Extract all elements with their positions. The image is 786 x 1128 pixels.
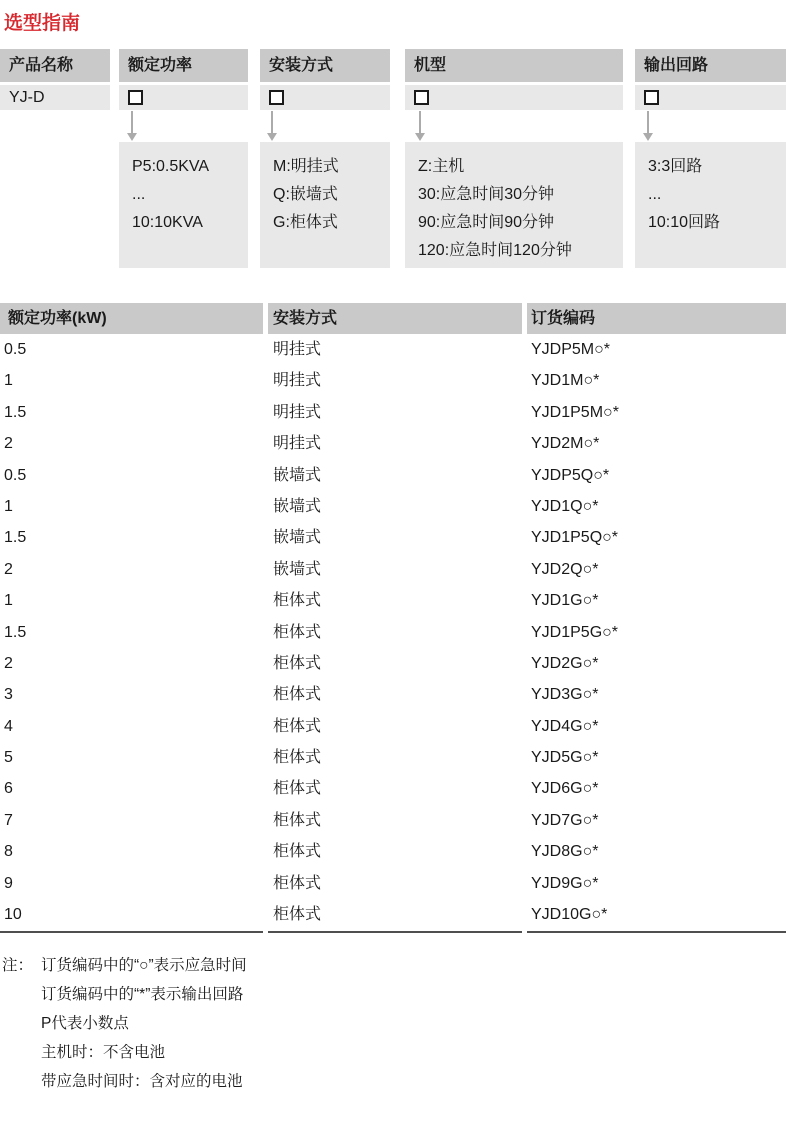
legend-line: ... <box>132 186 146 203</box>
table-row <box>0 836 786 867</box>
mount-type-cell: 柜体式 <box>273 843 322 861</box>
legend-line: G:柜体式 <box>273 214 338 231</box>
table-row <box>0 899 786 930</box>
mount-type-legend-box <box>260 142 390 268</box>
down-arrow-icon <box>131 111 133 134</box>
mount-type-cell: 柜体式 <box>273 717 322 735</box>
diagram-header-rated-power: 额定功率 <box>119 49 248 82</box>
rated-power-cell: 1 <box>4 372 13 390</box>
order-code-cell: YJD1P5Q○* <box>531 529 619 547</box>
order-code-cell: YJD1G○* <box>531 592 599 610</box>
legend-line: 10:10回路 <box>648 214 721 231</box>
table-row <box>0 554 786 585</box>
down-arrow-icon <box>415 133 425 141</box>
table-row <box>0 522 786 553</box>
mount-type-slot <box>260 85 390 110</box>
order-code-cell: YJD1M○* <box>531 372 600 390</box>
order-code-cell: YJD7G○* <box>531 811 599 829</box>
output-circuits-legend-box <box>635 142 786 268</box>
mount-type-cell: 柜体式 <box>273 906 322 924</box>
table-bottom-border <box>268 931 522 933</box>
diagram-header-output-circuits: 输出回路 <box>635 49 786 82</box>
rated-power-cell: 0.5 <box>4 466 27 484</box>
table-row <box>0 711 786 742</box>
mount-type-cell: 明挂式 <box>273 372 322 390</box>
table-row <box>0 460 786 491</box>
order-code-cell: YJD1P5M○* <box>531 403 619 421</box>
mount-type-cell: 嵌墙式 <box>273 529 322 547</box>
order-code-cell: YJD4G○* <box>531 717 599 735</box>
legend-line: 120:应急时间120分钟 <box>418 242 572 259</box>
diagram-header-product-name: 产品名称 <box>0 49 110 82</box>
footnote-line: 带应急时间时：含对应的电池 <box>41 1073 243 1090</box>
output-circuits-checkbox-placeholder <box>644 90 659 105</box>
rated-power-cell: 3 <box>4 686 13 704</box>
down-arrow-icon <box>643 133 653 141</box>
model-type-checkbox-placeholder <box>414 90 429 105</box>
order-code-cell: YJD9G○* <box>531 874 599 892</box>
down-arrow-icon <box>271 111 273 134</box>
table-row <box>0 491 786 522</box>
model-type-slot <box>405 85 623 110</box>
down-arrow-icon <box>419 111 421 134</box>
order-code-cell: YJD1P5G○* <box>531 623 619 641</box>
rated-power-cell: 1 <box>4 497 13 515</box>
legend-line: 30:应急时间30分钟 <box>418 186 555 203</box>
legend-line: ... <box>648 186 662 203</box>
order-code-cell: YJDP5Q○* <box>531 466 610 484</box>
mount-type-cell: 明挂式 <box>273 435 322 453</box>
product-name-value: YJ-D <box>0 85 110 110</box>
order-code-cell: YJD3G○* <box>531 686 599 704</box>
diagram-header-mount-type: 安装方式 <box>260 49 390 82</box>
footnotes <box>2 951 702 1096</box>
model-type-legend-box <box>405 142 623 268</box>
table-row <box>0 365 786 396</box>
legend-line: 90:应急时间90分钟 <box>418 214 555 231</box>
footnote-line: 主机时：不含电池 <box>41 1044 166 1061</box>
rated-power-checkbox-placeholder <box>128 90 143 105</box>
order-code-cell: YJD2G○* <box>531 654 599 672</box>
order-code-cell: YJD2M○* <box>531 435 600 453</box>
order-code-cell: YJD10G○* <box>531 906 608 924</box>
table-header-mount-type: 安装方式 <box>268 303 522 334</box>
rated-power-cell: 6 <box>4 780 13 798</box>
table-row <box>0 773 786 804</box>
rated-power-cell: 5 <box>4 749 13 767</box>
table-row <box>0 679 786 710</box>
table-row <box>0 742 786 773</box>
footnote-line: P代表小数点 <box>41 1015 129 1032</box>
legend-line: M:明挂式 <box>273 158 339 175</box>
rated-power-cell: 2 <box>4 560 13 578</box>
table-row <box>0 428 786 459</box>
rated-power-cell: 10 <box>4 906 22 924</box>
rated-power-cell: 0.5 <box>4 341 27 358</box>
order-table-body <box>0 334 786 930</box>
table-header-rated-power: 额定功率(kW) <box>0 303 263 334</box>
mount-type-cell: 柜体式 <box>273 654 322 672</box>
mount-type-cell: 明挂式 <box>273 341 322 358</box>
mount-type-cell: 嵌墙式 <box>273 560 322 578</box>
output-circuits-slot <box>635 85 786 110</box>
table-row <box>0 585 786 616</box>
table-row <box>0 334 786 365</box>
legend-line: Q:嵌墙式 <box>273 186 338 203</box>
table-row <box>0 805 786 836</box>
table-row <box>0 868 786 899</box>
rated-power-cell: 1.5 <box>4 529 27 547</box>
legend-line: 10:10KVA <box>132 214 203 231</box>
footnote-line: 订货编码中的“○”表示应急时间 <box>41 957 247 974</box>
order-code-cell: YJD2Q○* <box>531 560 599 578</box>
rated-power-cell: 8 <box>4 843 13 861</box>
mount-type-cell: 柜体式 <box>273 686 322 704</box>
rated-power-cell: 2 <box>4 654 13 672</box>
down-arrow-icon <box>267 133 277 141</box>
page-title: 选型指南 <box>4 13 81 34</box>
rated-power-cell: 9 <box>4 874 13 892</box>
rated-power-cell: 4 <box>4 717 13 735</box>
mount-type-cell: 柜体式 <box>273 874 322 892</box>
table-row <box>0 397 786 428</box>
order-code-cell: YJDP5M○* <box>531 341 611 358</box>
down-arrow-icon <box>127 133 137 141</box>
rated-power-cell: 2 <box>4 435 13 453</box>
table-row <box>0 648 786 679</box>
rated-power-cell: 1.5 <box>4 623 27 641</box>
order-code-cell: YJD1Q○* <box>531 497 599 515</box>
legend-line: 3:3回路 <box>648 158 703 175</box>
legend-line: P5:0.5KVA <box>132 158 210 175</box>
rated-power-cell: 1 <box>4 592 13 610</box>
diagram-header-model-type: 机型 <box>405 49 623 82</box>
order-code-cell: YJD6G○* <box>531 780 599 798</box>
order-code-cell: YJD5G○* <box>531 749 599 767</box>
mount-type-cell: 柜体式 <box>273 811 322 829</box>
table-row <box>0 617 786 648</box>
rated-power-slot <box>119 85 248 110</box>
footnote-line: 订货编码中的“*”表示输出回路 <box>41 986 244 1003</box>
mount-type-checkbox-placeholder <box>269 90 284 105</box>
mount-type-cell: 嵌墙式 <box>273 497 322 515</box>
down-arrow-icon <box>647 111 649 134</box>
mount-type-cell: 柜体式 <box>273 780 322 798</box>
mount-type-cell: 嵌墙式 <box>273 466 322 484</box>
footnote-lines <box>2 951 702 1096</box>
mount-type-cell: 明挂式 <box>273 403 322 421</box>
rated-power-cell: 1.5 <box>4 403 27 421</box>
rated-power-cell: 7 <box>4 811 13 829</box>
table-header-order-code: 订货编码 <box>527 303 786 334</box>
mount-type-cell: 柜体式 <box>273 592 322 610</box>
table-bottom-border <box>527 931 786 933</box>
table-bottom-border <box>0 931 263 933</box>
footnotes-label: 注： <box>2 957 34 974</box>
mount-type-cell: 柜体式 <box>273 749 322 767</box>
rated-power-legend-box <box>119 142 248 268</box>
legend-line: Z:主机 <box>418 158 465 175</box>
order-code-cell: YJD8G○* <box>531 843 599 861</box>
mount-type-cell: 柜体式 <box>273 623 322 641</box>
